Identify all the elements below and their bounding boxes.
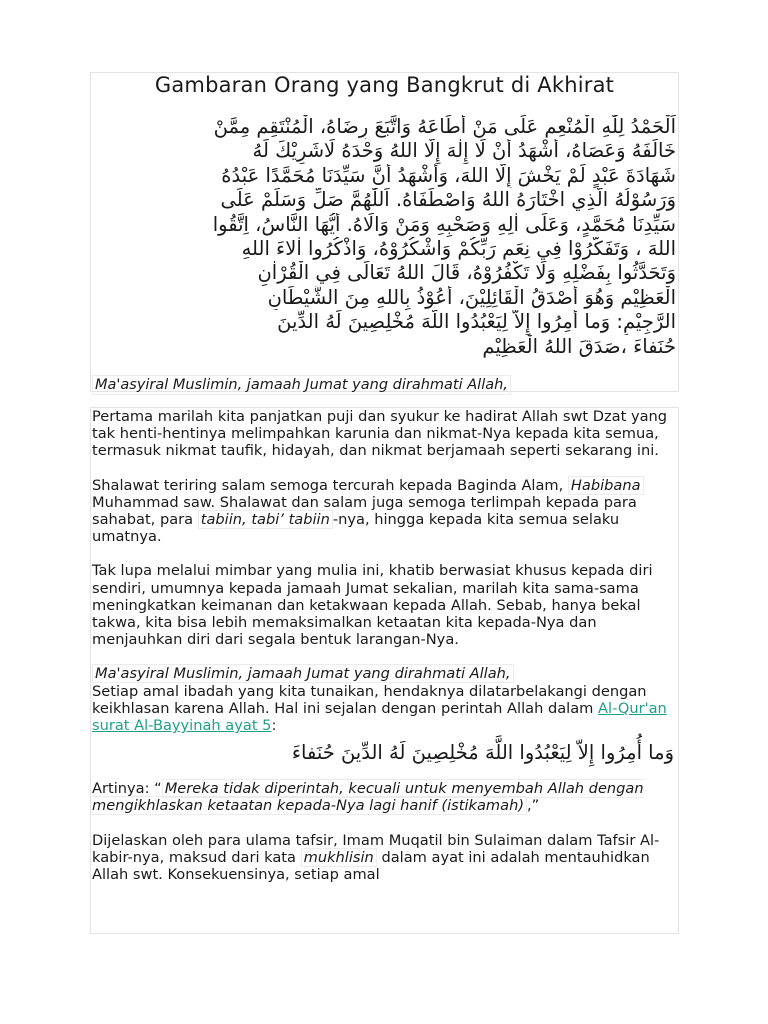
khutbah-opening-panel: [90, 72, 679, 392]
paragraph-greeting: [92, 665, 674, 682]
colon: :: [271, 717, 277, 735]
arabic-line: الْعَظِيْمِ وَهُوَ أَصْدَقُ الْقَائِلِيْنَ، أَعُوْذُ بِاللهِ مِنَ الشَّيْطَانِ: [267, 285, 676, 309]
arabic-line: الرَّجِيْمِ: وَما أُمِرُوا إِلاّ لِيَعْبُدُوا اللَّهَ مُخْلِصِينَ لَهُ الدِّينَ: [277, 310, 676, 334]
paragraph-ikhlas: [92, 683, 674, 735]
body-text: [92, 408, 674, 883]
arabic-line: وَرَسُوْلُهُ الَّذِي اخْتَارَهُ اللهُ وَاصْطَفَاهُ. اَللّٰهُمَّ صَلِّ وَسَلِّمْ عَلَى: [220, 188, 676, 212]
khutbah-body-panel: [90, 407, 679, 934]
paragraph-tafsir: [92, 832, 674, 884]
second-greeting: Ma'asyiral Muslimin, jamaah Jumat yang dirahmati Allah,: [92, 664, 514, 683]
paragraph-text: dalam ayat ini adalah mentauhidkan Allah swt. Konsekuensinya, setiap amal: [92, 848, 650, 884]
verse-arabic: وَما أُمِرُوا إِلاّ لِيَعْبُدُوا اللَّهَ مُخْلِصِينَ لَهُ الدِّينَ حُنَفاءَ: [291, 741, 674, 765]
arabic-line: خَالَفَهُ وَعَصَاهُ، أَشْهَدُ أَنْ لَا إِلٰهَ إِلَّا اللهُ وَحْدَهُ لَاشَرِيْكَ لَهُ: [252, 139, 676, 163]
arabic-line: شَهَادَةَ عَبْدٍ لَمْ يَخْشَ إِلَّا اللهَ، وَأَشْهَدُ أَنَّ سَيِّدَنَا مُحَمَّدًا عَبْدُهُ: [221, 163, 676, 187]
paragraph-artinya: [92, 780, 674, 814]
translation-text: Mereka tidak diperintah, kecuali untuk menyembah Allah dengan mengikhlaskan ketaatan kepada-Nya lagi hanif (istikamah): [92, 780, 644, 815]
paragraph-text: Shalawat teriring salam semoga tercurah kepada Baginda Alam,: [92, 476, 564, 494]
paragraph-praise: Pertama marilah kita panjatkan puji dan syukur ke hadirat Allah swt Dzat yang tak henti-hentinya melimpahkan karunia dan nikmat-Nya kepada kita semua, termasuk nikmat taufik, hidayah, dan nikmat berjamaah seperti sekarang ini.: [92, 408, 668, 460]
paragraph-text: -nya, hingga kepada kita semua selaku umatnya.: [92, 511, 620, 546]
artinya-label: Artinya: “: [92, 780, 162, 798]
arabic-line: سَيِّدِنَا مُحَمَّدٍ، وَعَلَى اٰلِهِ وَصَحْبِهِ وَمَنْ وَالَاهُ. أَيُّهَا النَّاسُ، اِتَّقُوا: [212, 212, 676, 236]
arabic-line: اللهَ ، وَتَفَكَّرُوْا فِي نِعَمِ رَبِّكُمْ وَاشْكُرُوْهُ، وَاذْكُرُوا اٰلاءَ اللهِ: [241, 237, 676, 261]
habibana-term: Habibana: [568, 476, 644, 495]
paragraph-text: Muhammad saw. Shalawat dan salam juga semoga terlimpah kepada para sahabat, para: [92, 493, 637, 529]
paragraph-wasiat: Tak lupa melalui mimbar yang mulia ini, khatib berwasiat khusus kepada diri sendiri, umumnya kepada jamaah Jumat sekalian, marilah kita sama-sama meningkatkan keimanan dan ketakwaan kepada Allah. Sebab, hanya bekal takwa, kita bisa lebih memaksimalkan ketaatan kita kepada-Nya dan menjauhkan diri dari segala bentuk larangan-Nya.: [92, 562, 653, 649]
mukhlisin-term: mukhlisin: [301, 848, 377, 867]
quran-reference-link[interactable]: Al-Qur'an surat Al-Bayyinah ayat 5: [92, 699, 667, 735]
tabiin-term: tabiin, tabi’ tabiin: [198, 510, 333, 529]
arabic-line: اَلْحَمْدُ لِلّٰهِ الْمُنْعِمِ عَلَى مَنْ أَطَاعَهُ وَاتَّبَعَ رِضَاهُ، الْمُنْتَقِمِ مِمَّنْ: [213, 115, 676, 138]
paragraph-text: Setiap amal ibadah yang kita tunaikan, hendaknya dilatarbelakangi dengan keikhlasan karena Allah. Hal ini sejalan dengan perintah Allah dalam: [92, 682, 647, 717]
artinya-end: ,”: [527, 797, 540, 815]
arabic-opening: [95, 115, 676, 359]
arabic-line: حُنَفاءَ ،صَدَقَ اللهُ الْعَظِيْمِ: [482, 334, 676, 358]
arabic-line: وَتَحَدَّثُوا بِفَضْلِهِ وَلَا تَكْفُرُوْهُ، قَالَ اللهُ تَعَالَى فِي الْقُرْاٰنِ: [257, 261, 676, 285]
paragraph-shalawat: [92, 477, 674, 546]
paragraph-text: Dijelaskan oleh para ulama tafsir, Imam Muqatil bin Sulaiman dalam Tafsir Al-kabir-nya, maksud dari kata: [92, 831, 660, 866]
opening-greeting: Ma'asyiral Muslimin, jamaah Jumat yang dirahmati Allah,: [92, 375, 511, 395]
page-title: Gambaran Orang yang Bangkrut di Akhirat: [154, 73, 615, 97]
